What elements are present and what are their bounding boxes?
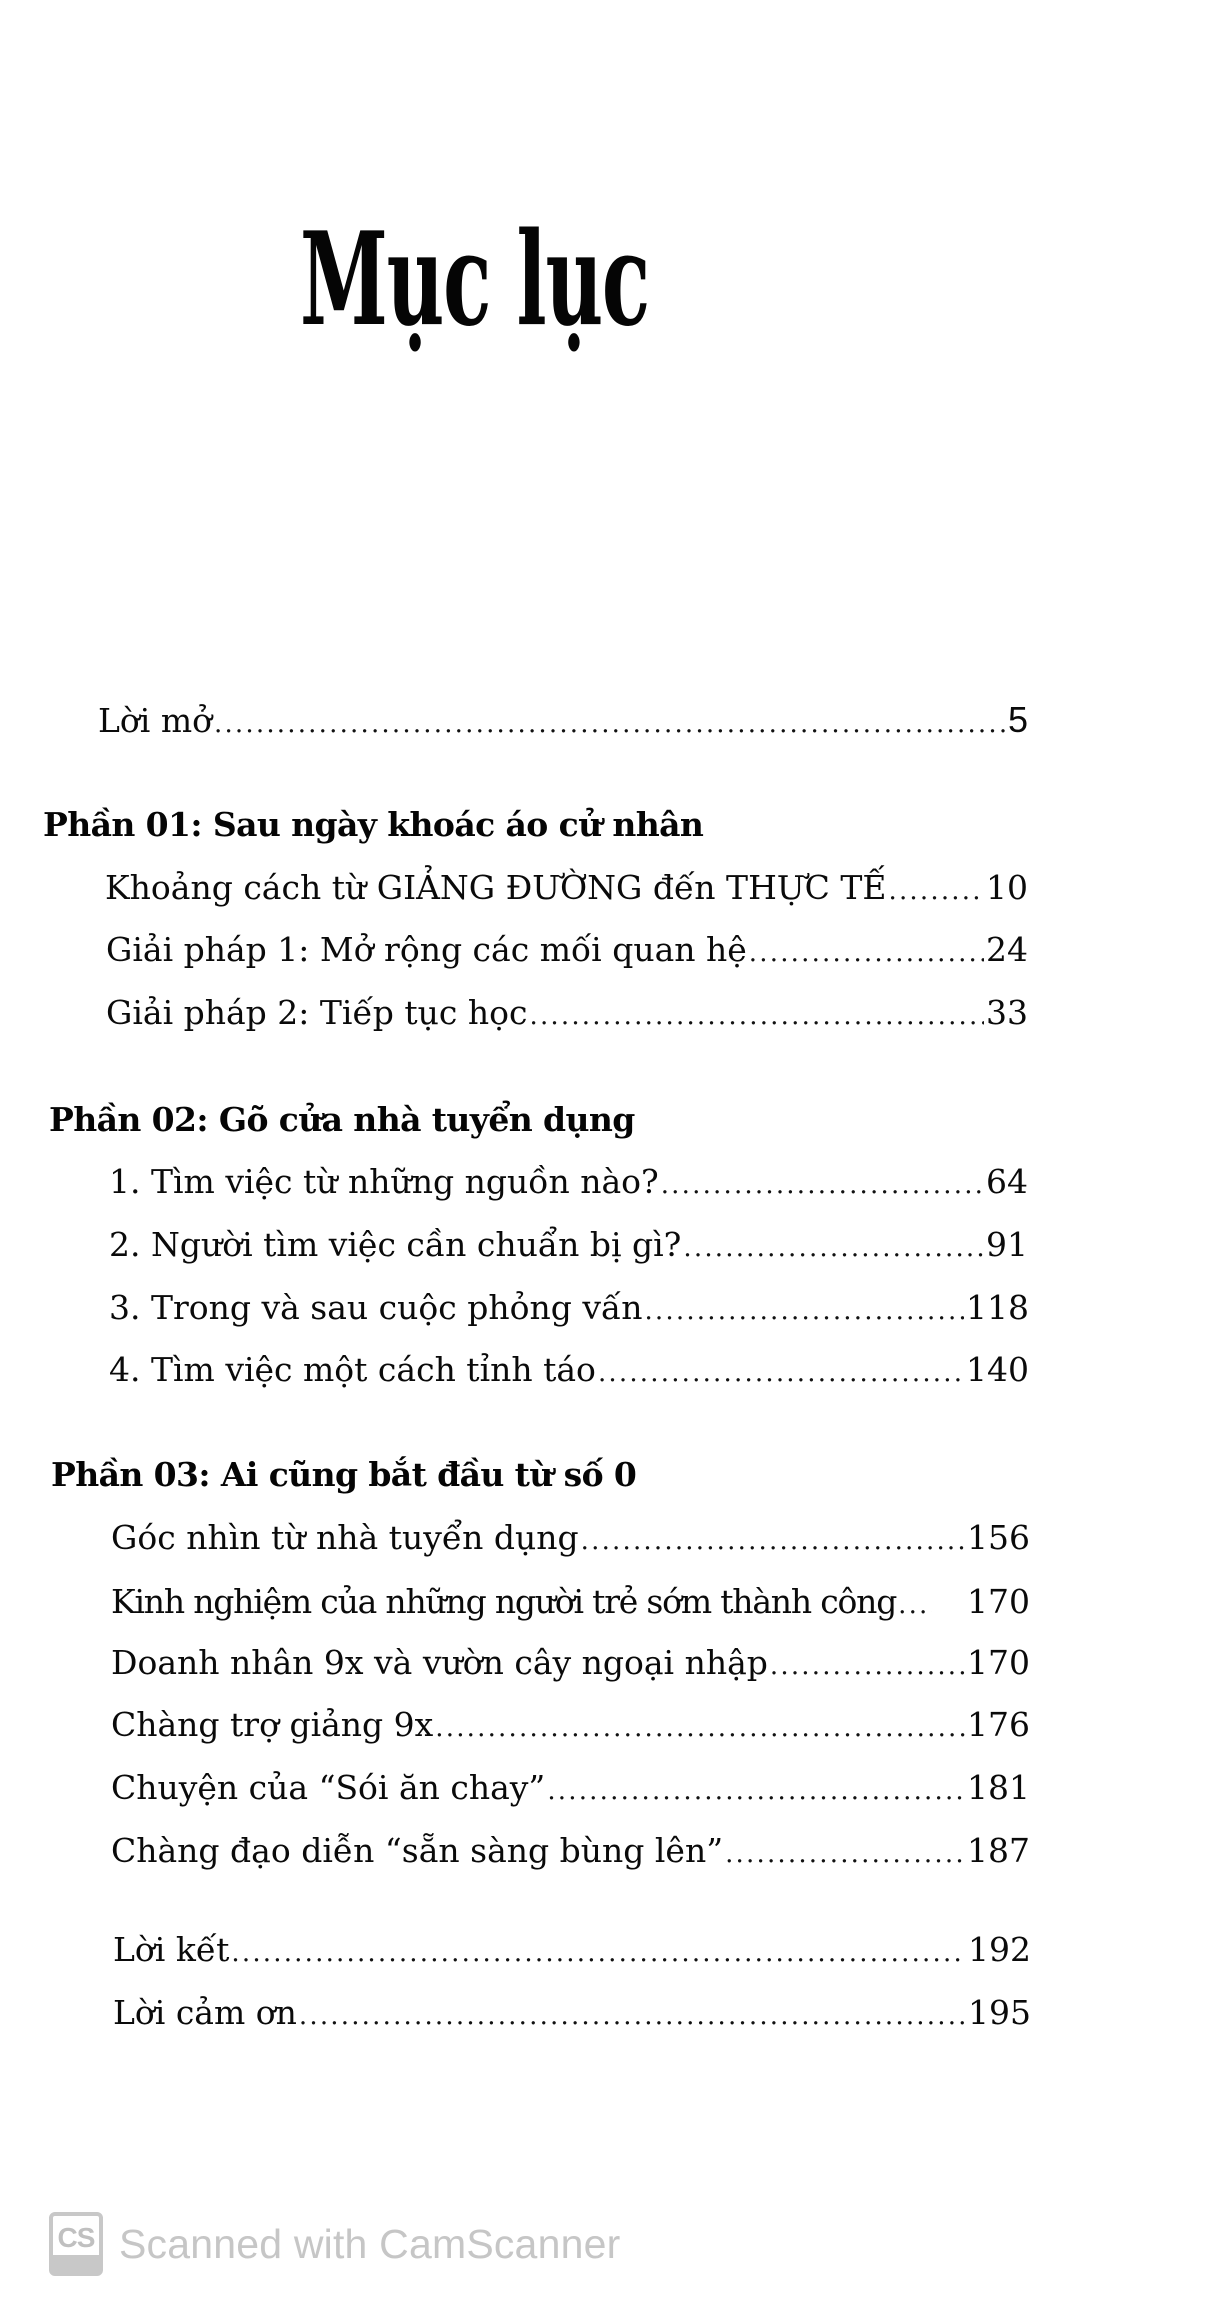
toc-entry-label: 2. Người tìm việc cần chuẩn bị gì? [109, 1225, 682, 1264]
toc-entry-page: 118 [966, 1288, 1029, 1327]
toc-entry-label: 3. Trong và sau cuộc phỏng vấn [109, 1288, 643, 1327]
toc-entry-intro[interactable] [98, 697, 1028, 743]
toc-entry-page: 140 [966, 1350, 1029, 1389]
dot-leader [725, 1831, 965, 1877]
toc-entry-closing[interactable] [113, 1927, 1031, 1973]
watermark-text: Scanned with CamScanner [119, 2220, 621, 2267]
toc-entry-page: 192 [968, 1930, 1031, 1969]
dot-leader [581, 1518, 965, 1564]
toc-entry[interactable] [109, 1285, 1029, 1331]
toc-entry-label: Chuyện của “Sói ăn chay” [111, 1768, 546, 1807]
dot-leader [683, 1225, 984, 1271]
toc-entry-page: 170 [967, 1582, 1030, 1621]
toc-entry-label: Chàng đạo diễn “sẵn sàng bùng lên” [111, 1831, 724, 1870]
dot-leader [547, 1768, 965, 1814]
dot-leader [661, 1162, 984, 1208]
dot-leader [435, 1705, 965, 1751]
toc-entry[interactable] [111, 1765, 1030, 1811]
dot-leader [644, 1288, 964, 1334]
toc-entry-label: Giải pháp 1: Mở rộng các mối quan hệ [106, 930, 747, 969]
part-heading-01: Phần 01: Sau ngày khoác áo cử nhân [43, 805, 704, 844]
toc-entry-label: 4. Tìm việc một cách tỉnh táo [109, 1350, 596, 1389]
toc-entry[interactable] [111, 1640, 1030, 1686]
dot-leader [529, 993, 984, 1039]
camscanner-watermark [49, 2212, 620, 2276]
toc-entry-acknowledgements[interactable] [113, 1990, 1031, 2036]
part-heading-03: Phần 03: Ai cũng bắt đầu từ số 0 [51, 1455, 637, 1494]
toc-entry-page: 10 [986, 868, 1028, 907]
toc-entry-label: Giải pháp 2: Tiếp tục học [106, 993, 528, 1032]
toc-entry-label: Kinh nghiệm của những người trẻ sớm thành công [111, 1582, 897, 1621]
toc-entry-page: 170 [967, 1643, 1030, 1682]
dot-leader [749, 930, 984, 976]
toc-entry-label: Khoảng cách từ GIẢNG ĐƯỜNG đến THỰC TẾ [105, 868, 887, 907]
toc-entry[interactable] [109, 1222, 1028, 1268]
toc-entry-page: 91 [986, 1225, 1028, 1264]
dot-leader [898, 1582, 932, 1628]
toc-entry[interactable] [106, 927, 1028, 973]
toc-entry-page: 5 [1007, 699, 1028, 740]
dot-leader [770, 1643, 965, 1689]
toc-entry-page: 24 [986, 930, 1028, 969]
toc-entry-label: Lời mở [98, 701, 212, 740]
dot-leader [598, 1350, 964, 1396]
camscanner-logo-icon [49, 2212, 103, 2276]
toc-entry-page: 64 [986, 1162, 1028, 1201]
dot-leader [231, 1930, 966, 1976]
toc-entry-page: 156 [967, 1518, 1030, 1557]
toc-entry-page: 176 [967, 1705, 1030, 1744]
toc-entry-page: 181 [967, 1768, 1030, 1807]
dot-leader [889, 868, 985, 914]
toc-entry[interactable] [106, 990, 1028, 1036]
toc-entry[interactable] [105, 865, 1028, 911]
logo-text: CS [57, 2222, 95, 2253]
toc-entry-label: Góc nhìn từ nhà tuyển dụng [111, 1518, 579, 1557]
toc-entry-label: Chàng trợ giảng 9x [111, 1705, 434, 1744]
toc-entry-label: Lời cảm ơn [113, 1993, 297, 2032]
toc-entry[interactable] [109, 1347, 1029, 1393]
toc-entry-label: Lời kết [113, 1930, 230, 1969]
dot-leader [214, 701, 1006, 747]
toc-entry-page: 33 [986, 993, 1028, 1032]
toc-entry[interactable] [111, 1515, 1030, 1561]
toc-entry[interactable] [109, 1159, 1028, 1205]
toc-entry-page: 195 [968, 1993, 1031, 2032]
toc-entry[interactable] [111, 1579, 1030, 1625]
toc-entry-label: 1. Tìm việc từ những nguồn nào? [109, 1162, 659, 1201]
toc-entry-label: Doanh nhân 9x và vườn cây ngoại nhập [111, 1643, 768, 1682]
toc-entry-page: 187 [967, 1831, 1030, 1870]
dot-leader [299, 1993, 966, 2039]
page-title: Mục lục [300, 205, 649, 355]
part-heading-02: Phần 02: Gõ cửa nhà tuyển dụng [49, 1100, 635, 1139]
toc-entry[interactable] [111, 1828, 1030, 1874]
toc-entry[interactable] [111, 1702, 1030, 1748]
